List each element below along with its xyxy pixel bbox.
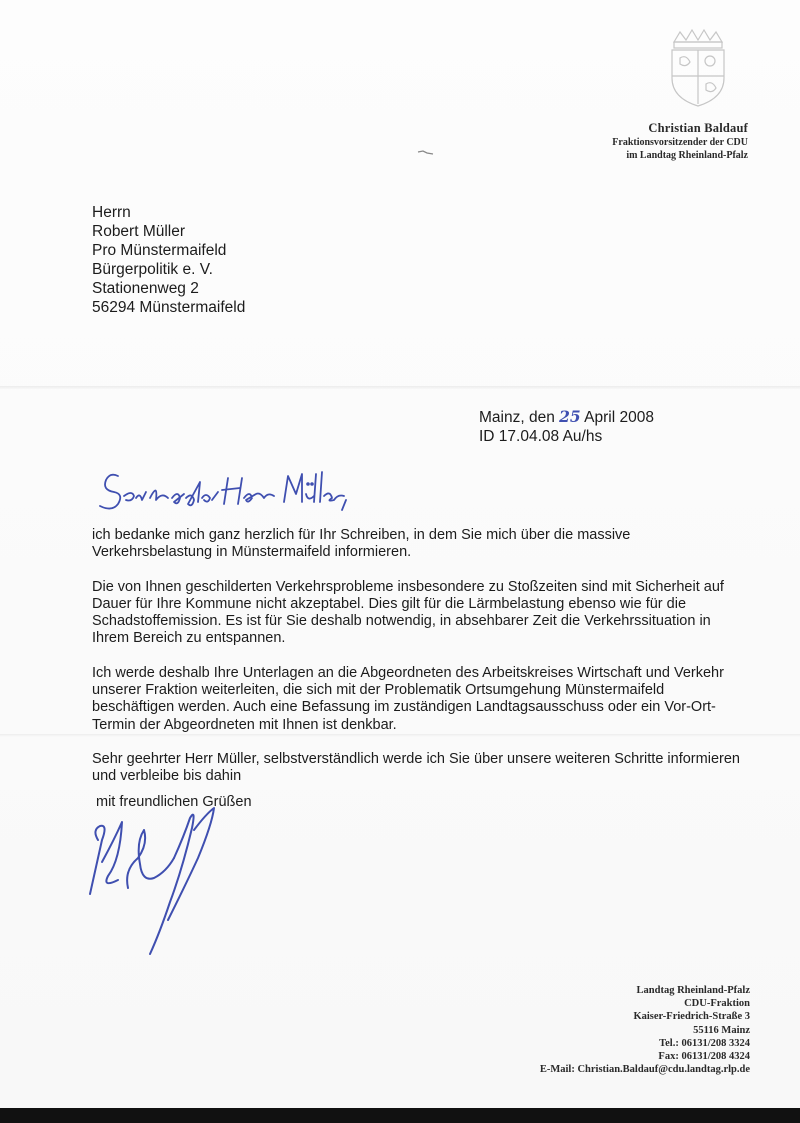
date-block — [479, 407, 654, 446]
recipient-address — [92, 203, 245, 317]
date-day-handwritten: 25 — [559, 407, 581, 426]
sender-role-line1: Fraktionsvorsitzender der CDU — [612, 137, 748, 148]
footer-line3: Kaiser-Friedrich-Straße 3 — [633, 1011, 750, 1023]
date-month-year: April 2008 — [584, 409, 654, 426]
paper-speck — [417, 150, 435, 156]
letter-body — [92, 527, 742, 803]
footer-fax: Fax: 06131/208 4324 — [658, 1051, 750, 1063]
address-name: Robert Müller — [92, 223, 186, 240]
date-line — [479, 407, 654, 427]
address-street: Stationenweg 2 — [92, 280, 199, 297]
scan-edge-bar — [0, 1108, 800, 1123]
footer-email: E-Mail: Christian.Baldauf@cdu.landtag.rlp.de — [539, 1064, 750, 1076]
footer-line2: CDU-Fraktion — [684, 998, 750, 1010]
letter-closing: mit freundlichen Grüßen — [96, 794, 252, 810]
date-prefix: Mainz, den — [479, 409, 555, 426]
handwritten-salutation — [88, 462, 348, 514]
body-paragraph-4: Sehr geehrter Herr Müller, selbstverständlich werde ich Sie über unsere weiteren Schritte informieren und verbleibe bis dahin — [92, 750, 740, 785]
reference-line: ID 17.04.08 Au/hs — [479, 428, 603, 445]
sender-name: Christian Baldauf — [648, 121, 748, 135]
sender-role-line2: im Landtag Rheinland-Pfalz — [626, 150, 748, 161]
address-salutation: Herrn — [92, 204, 131, 221]
footer-tel: Tel.: 06131/208 3324 — [659, 1037, 750, 1049]
footer-line4: 55116 Mainz — [693, 1024, 750, 1036]
address-city: 56294 Münstermaifeld — [92, 299, 246, 316]
coat-of-arms-seal — [662, 28, 734, 108]
sender-header — [612, 121, 748, 162]
body-paragraph-2: Die von Ihnen geschilderten Verkehrsprobleme insbesondere zu Stoßzeiten sind mit Sicherheit auf Dauer für Ihre Kommune nicht akzeptabel. Dies gilt für die Lärmbelastung ebenso wie für die Schadstoffemission. Es ist für Sie deshalb notwendig, in absehbarer Zeit die Verkehrssituation in Ihrem Bereich zu entspannen. — [92, 578, 724, 647]
body-paragraph-1: ich bedanke mich ganz herzlich für Ihr Schreiben, in dem Sie mich über die massive Verkehrsbelastung in Münstermaifeld informieren. — [92, 527, 631, 561]
paper-fold-upper — [0, 386, 800, 389]
footer-line1: Landtag Rheinland-Pfalz — [636, 985, 750, 996]
footer-address — [540, 984, 750, 1076]
address-org2: Bürgerpolitik e. V. — [92, 261, 213, 278]
address-org1: Pro Münstermaifeld — [92, 242, 227, 259]
handwritten-signature — [78, 800, 258, 960]
body-paragraph-3: Ich werde deshalb Ihre Unterlagen an die Abgeordneten des Arbeitskreises Wirtschaft und Verkehr unserer Fraktion weiterleiten, die sich mit der Problematik Ortsumgehung Münstermaifeld beschäftigen werden. Auch eine Befassung im zuständigen Landtagsausschuss oder ein Vor-Ort-Termin der Abgeordneten mit Ihnen ist denkbar. — [92, 664, 724, 733]
